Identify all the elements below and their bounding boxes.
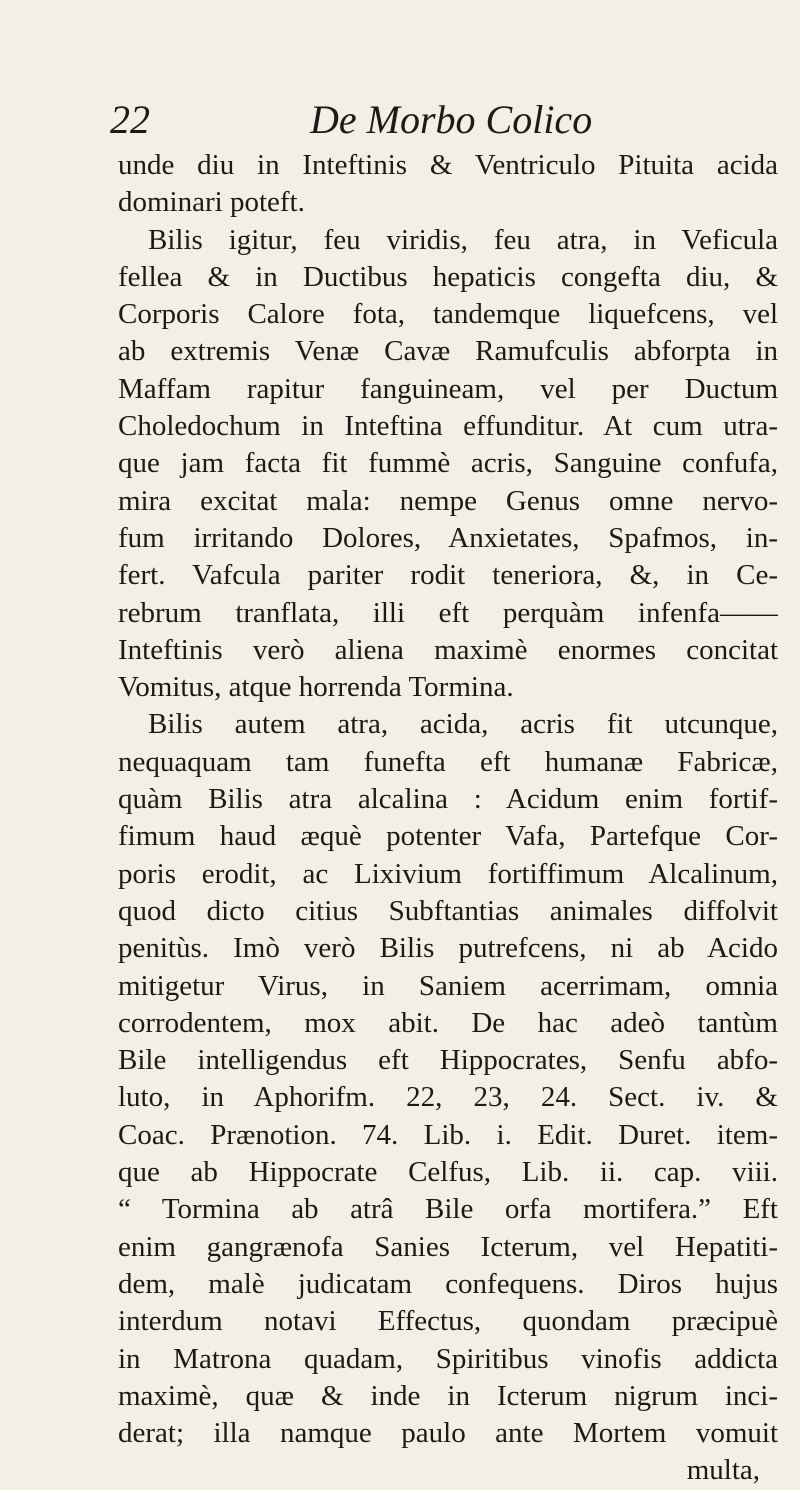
text-line: fum irritando Dolores, Anxietates, Spafmos, in- — [118, 521, 778, 554]
text-line: Vomitus, atque horrenda Tormina. — [118, 671, 514, 704]
page-header — [110, 96, 770, 146]
text-line: quàm Bilis atra alcalina : Acidum enim fortif- — [118, 783, 778, 816]
text-line: interdum notavi Effectus, quondam præcipuè — [118, 1305, 778, 1338]
text-line: que jam facta fit fummè acris, Sanguine confufa, — [118, 447, 778, 480]
text-line: Bile intelligendus eft Hippocrates, Senfu abfo- — [118, 1044, 778, 1077]
text-line: dem, malè judicatam confequens. Diros hujus — [118, 1267, 778, 1300]
text-line: Corporis Calore fota, tandemque liquefcens, vel — [118, 298, 778, 331]
text-line: in Matrona quadam, Spiritibus vinofis addicta — [118, 1342, 778, 1375]
text-line: corrodentem, mox abit. De hac adeò tantùm — [118, 1006, 778, 1039]
text-line: Bilis autem atra, acida, acris fit utcunque, — [148, 708, 778, 741]
text-body — [118, 147, 778, 1490]
page-number: 22 — [110, 97, 150, 142]
text-line: penitùs. Imò verò Bilis putrefcens, ni ab Acido — [118, 932, 778, 965]
text-line: Maffam rapitur fanguineam, vel per Ductum — [118, 372, 778, 405]
text-line: quod dicto citius Subftantias animales diffolvit — [118, 894, 778, 927]
text-line: Inteftinis verò aliena maximè enormes concitat — [118, 633, 778, 666]
text-line: que ab Hippocrate Celfus, Lib. ii. cap. viii. — [118, 1156, 778, 1189]
text-line: nequaquam tam funefta eft humanæ Fabricæ, — [118, 745, 778, 778]
text-line: poris erodit, ac Lixivium fortiffimum Alcalinum, — [118, 857, 778, 890]
text-line: Choledochum in Inteftina effunditur. At cum utra- — [118, 410, 778, 443]
text-line: rebrum tranflata, illi eft perquàm infenfa—— — [118, 596, 778, 629]
text-line: luto, in Aphorifm. 22, 23, 24. Sect. iv. & — [118, 1081, 778, 1114]
text-line: mitigetur Virus, in Saniem acerrimam, omnia — [118, 969, 778, 1002]
running-title: De Morbo Colico — [310, 97, 593, 142]
text-line: ab extremis Venæ Cavæ Ramufculis abforpta in — [118, 335, 778, 368]
text-line: fert. Vafcula pariter rodit teneriora, &, in Ce- — [118, 559, 778, 592]
text-line: Bilis igitur, feu viridis, feu atra, in Veficula — [148, 223, 778, 256]
text-line: derat; illa namque paulo ante Mortem vomuit — [118, 1417, 778, 1450]
text-line: “ Tormina ab atrâ Bile orfa mortifera.” Eft — [118, 1193, 778, 1226]
text-line: unde diu in Inteftinis & Ventriculo Pituita acida — [118, 149, 778, 181]
text-line: enim gangrænofa Sanies Icterum, vel Hepatiti- — [118, 1230, 778, 1263]
text-line: fellea & in Ductibus hepaticis congefta diu, & — [118, 260, 778, 293]
text-line: fimum haud æquè potenter Vafa, Partefque Cor- — [118, 820, 778, 853]
text-line: mira excitat mala: nempe Genus omne nervo- — [118, 484, 778, 517]
catchword: multa, — [686, 1454, 760, 1487]
text-line: Coac. Prænotion. 74. Lib. i. Edit. Duret. item- — [118, 1118, 778, 1151]
text-line: maximè, quæ & inde in Icterum nigrum inci- — [118, 1379, 778, 1412]
text-line: dominari poteft. — [118, 186, 305, 219]
